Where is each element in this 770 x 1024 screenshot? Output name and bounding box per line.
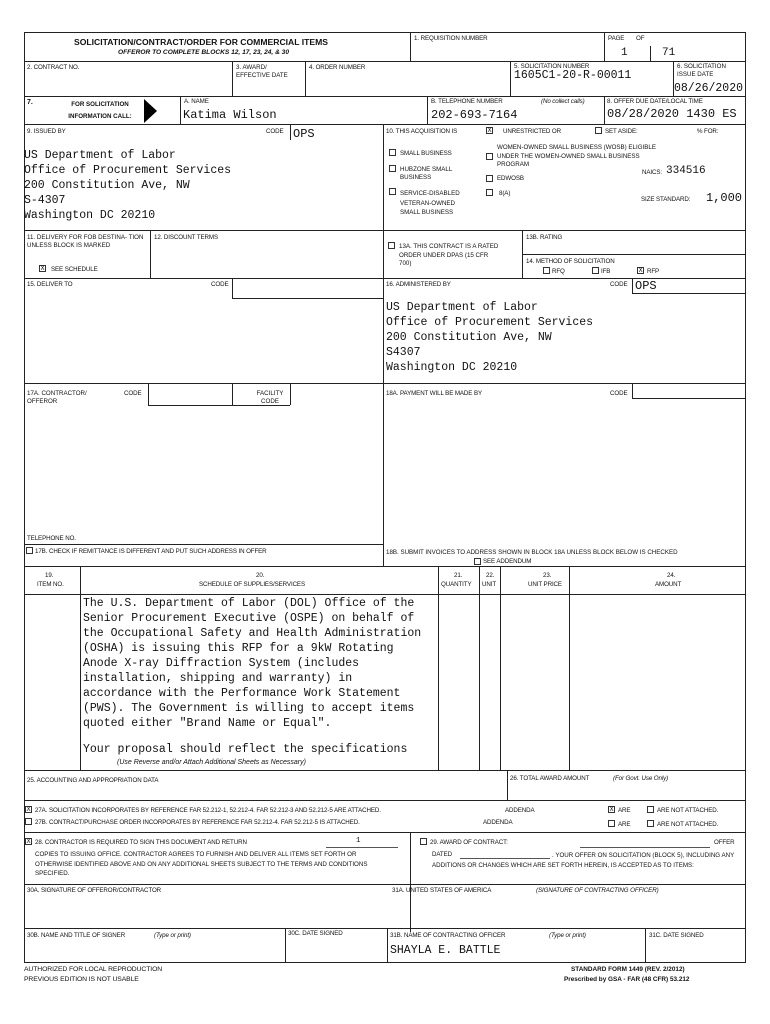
co-date-signed-label: 31C. DATE SIGNED <box>649 932 704 939</box>
us-signature-note: (SIGNATURE OF CONTRACTING OFFICER) <box>536 887 659 894</box>
contracting-officer-label: 31B. NAME OF CONTRACTING OFFICER <box>390 932 506 939</box>
clause-27a-text: 27A. SOLICITATION INCORPORATES BY REFERENCE FAR 52.212-1, 52.212-4. FAR 52.212-3 AND 52.212-5 ARE ATTACHED. <box>35 807 381 814</box>
size-standard-label: SIZE STANDARD: <box>641 196 691 203</box>
offer-due-value[interactable]: 08/28/2020 1430 ES <box>607 107 737 121</box>
description-line-6: installation, shipping and warranty) in <box>83 672 353 685</box>
form-subtitle: OFFEROR TO COMPLETE BLOCKS 12, 17, 23, 24, & 30 <box>118 49 289 56</box>
issued-line-1: US Department of Labor <box>24 149 176 162</box>
col21-header: QUANTITY <box>441 581 472 588</box>
telephone-value[interactable]: 202-693-7164 <box>431 108 518 122</box>
addenda-27b-label: ADDENDA <box>483 819 513 826</box>
col19-header: ITEM NO. <box>37 581 64 588</box>
are-not-27b-label: ARE NOT ATTACHED. <box>657 821 719 828</box>
naics-label: NAICS: <box>642 169 663 176</box>
order-number-label: 4. ORDER NUMBER <box>309 64 366 71</box>
see-addendum-label: SEE ADDENDUM <box>483 558 532 565</box>
unrestricted-checkbox[interactable]: X <box>487 127 492 134</box>
date-signed-label: 30C. DATE SIGNED <box>288 930 343 937</box>
description-line-10: Your proposal should reflect the specifications <box>83 743 408 756</box>
naics-value[interactable]: 334516 <box>666 165 706 177</box>
are-27b-label: ARE <box>618 821 631 828</box>
clause-27b-checkbox[interactable] <box>25 818 32 825</box>
facility-code-label: FACILITY CODE <box>256 390 284 405</box>
contact-name-label: A. NAME <box>184 98 209 105</box>
form-title: SOLICITATION/CONTRACT/ORDER FOR COMMERCIAL ITEMS <box>74 37 328 47</box>
admin-line-1: US Department of Labor <box>386 301 538 314</box>
are-27a-checkbox[interactable]: X <box>609 806 614 813</box>
col19-number: 19. <box>45 572 54 579</box>
solicitation-info-label: FOR SOLICITATION INFORMATION CALL: <box>68 101 132 120</box>
col20-header: SCHEDULE OF SUPPLIES/SERVICES <box>199 581 305 588</box>
sdvosb-label: SERVICE-DISABLED VETERAN-OWNED SMALL BUSINESS <box>400 190 460 216</box>
remittance-checkbox[interactable] <box>26 547 33 554</box>
arrow-right-icon <box>144 99 157 123</box>
block28-text-a: 28. CONTRACTOR IS REQUIRED TO SIGN THIS DOCUMENT AND RETURN <box>35 839 247 846</box>
page-number[interactable]: 1 <box>621 47 628 59</box>
submit-invoices-label: 18B. SUBMIT INVOICES TO ADDRESS SHOWN IN BLOCK 18A UNLESS BLOCK BELOW IS CHECKED <box>386 549 678 556</box>
ifb-label: IFB <box>601 268 611 275</box>
percent-for-label: % FOR: <box>697 128 719 135</box>
contracting-officer-name[interactable]: SHAYLA E. BATTLE <box>390 944 501 957</box>
footer-form-number: STANDARD FORM 1449 (REV. 2/2012) <box>571 966 685 973</box>
solicitation-number-value[interactable]: 1605C1-20-R-00011 <box>514 69 632 82</box>
rated-order-checkbox[interactable] <box>388 242 395 249</box>
contact-name-value[interactable]: Katima Wilson <box>183 108 277 122</box>
addenda-27a-label: ADDENDA <box>505 807 535 814</box>
of-label: OF <box>636 35 645 42</box>
are-27b-checkbox[interactable] <box>608 820 615 827</box>
contractor-label: 17A. CONTRACTOR/ OFFEROR <box>27 390 87 405</box>
contractor-signature-label: 30A. SIGNATURE OF OFFEROR/CONTRACTOR <box>27 887 162 894</box>
signer-name-note: (Type or print) <box>154 932 191 939</box>
see-schedule-checkbox[interactable]: X <box>40 265 45 272</box>
rating-label: 13B. RATING <box>526 234 563 241</box>
rfq-checkbox[interactable] <box>543 267 550 274</box>
page-label: PAGE <box>608 35 625 42</box>
copies-value[interactable]: 1 <box>356 837 361 845</box>
block29-checkbox[interactable] <box>420 838 427 845</box>
description-line-9: quoted either "Brand Name or Equal". <box>83 717 332 730</box>
accounting-label: 25. ACCOUNTING AND APPROPRIATION DATA <box>27 777 159 784</box>
solicitation-number-label: 5. SOLICITATION NUMBER <box>514 63 590 70</box>
col23-header: UNIT PRICE <box>528 581 562 588</box>
signer-name-label: 30B. NAME AND TITLE OF SIGNER <box>27 932 126 939</box>
description-line-8: (PWS). The Government is willing to accept items <box>83 702 415 715</box>
admin-line-2: Office of Procurement Services <box>386 316 594 329</box>
delivery-fob-label: 11. DELIVERY FOR FOB DESTINA- TION UNLESS BLOCK IS MARKED <box>27 234 144 249</box>
issued-line-4: S-4307 <box>24 194 66 207</box>
award-date-label: 3. AWARD/ EFFECTIVE DATE <box>236 64 288 79</box>
telephone-label: B. TELEPHONE NUMBER <box>431 98 503 105</box>
solicitation-date-value[interactable]: 08/26/2020 <box>674 82 744 95</box>
rfp-checkbox[interactable]: X <box>638 267 643 274</box>
telephone-no-label: TELEPHONE NO. <box>27 535 76 542</box>
edwosb-checkbox[interactable] <box>486 175 493 182</box>
block7-number: 7. <box>27 99 33 106</box>
see-schedule-label: SEE SCHEDULE <box>51 266 98 273</box>
issued-line-3: 200 Constitution Ave, NW <box>24 179 190 192</box>
description-line-4: (OSHA) is issuing this RFP for a 9kW Rotating <box>83 642 394 655</box>
set-aside-checkbox[interactable] <box>595 127 602 134</box>
administered-by-label: 16. ADMINISTERED BY <box>386 281 451 288</box>
block29-dated-label: DATED <box>432 851 453 858</box>
edwosb-label: EDWOSB <box>497 175 524 182</box>
payment-code-label: CODE <box>610 390 628 397</box>
description-line-5: Anode X-ray Diffraction System (includes <box>83 657 360 670</box>
footer-previous-edition: PREVIOUS EDITION IS NOT USABLE <box>24 976 139 983</box>
hubzone-label: HUBZONE SMALL BUSINESS <box>400 166 453 181</box>
acquisition-label: 10. THIS ACQUISITION IS <box>386 128 458 135</box>
col22-number: 22. <box>486 572 495 579</box>
clause-27a-checkbox[interactable]: X <box>26 806 31 813</box>
total-award-note: (For Govt. Use Only) <box>613 775 669 782</box>
method-label: 14. METHOD OF SOLICITATION <box>526 258 615 265</box>
issued-line-5: Washington DC 20210 <box>24 209 156 222</box>
requisition-label: 1. REQUISITION NUMBER <box>414 35 488 42</box>
col20-number: 20. <box>256 572 265 579</box>
col22-header: UNIT <box>482 581 497 588</box>
block29-offer-label: OFFER <box>714 839 735 846</box>
admin-line-3: 200 Constitution Ave, NW <box>386 331 552 344</box>
block28-checkbox[interactable]: X <box>26 838 31 845</box>
ifb-checkbox[interactable] <box>592 267 599 274</box>
wosb-checkbox[interactable] <box>486 153 493 160</box>
eight-a-checkbox[interactable] <box>486 189 493 196</box>
sdvosb-checkbox[interactable] <box>389 188 396 195</box>
admin-code-value[interactable]: OPS <box>635 279 657 293</box>
set-aside-label: SET ASIDE: <box>605 128 638 135</box>
are-not-27a-label: ARE NOT ATTACHED. <box>657 807 719 814</box>
rfp-label: RFP <box>647 268 660 275</box>
contractor-code-label: CODE <box>124 390 142 397</box>
discount-terms-label: 12. DISCOUNT TERMS <box>154 234 218 241</box>
deliver-code-label: CODE <box>211 281 229 288</box>
block29-text-b: . YOUR OFFER ON SOLICITATION (BLOCK 5), INCLUDING ANY ADDITIONS OR CHANGES WHICH ARE SET FORTH HEREIN, IS ACCEPTED AS TO ITEMS: <box>432 852 735 869</box>
admin-line-4: S4307 <box>386 346 421 359</box>
page-total[interactable]: 71 <box>662 47 676 59</box>
col24-number: 24. <box>667 572 676 579</box>
admin-code-label: CODE <box>610 281 628 288</box>
payment-label: 18A. PAYMENT WILL BE MADE BY <box>386 390 482 397</box>
total-award-label: 26. TOTAL AWARD AMOUNT <box>510 775 590 782</box>
small-business-label: SMALL BUSINESS <box>400 150 452 157</box>
footer-prescribed-by: Prescribed by GSA - FAR (48 CFR) 53.212 <box>564 976 690 983</box>
contract-no-label: 2. CONTRACT NO. <box>27 64 80 71</box>
are-not-27a-checkbox[interactable] <box>647 806 654 813</box>
issued-code-label: CODE <box>266 128 284 135</box>
block28-text-b: COPIES TO ISSUING OFFICE. CONTRACTOR AGREES TO FURNISH AND DELIVER ALL ITEMS SET FORTH OR OTHERWISE IDENTIFIED ABOVE AND ON ANY ADDITIONAL SHEETS SUBJECT TO THE TERMS AND CONDITIONS SPECIFIED. <box>35 851 368 878</box>
description-line-7: accordance with the Performance Work Statement <box>83 687 401 700</box>
issued-code-value[interactable]: OPS <box>293 127 315 141</box>
clause-27b-text: 27B. CONTRACT/PURCHASE ORDER INCORPORATES BY REFERENCE FAR 52.212-4. FAR 52.212-5 IS ATTACHED. <box>35 819 360 826</box>
issued-line-2: Office of Procurement Services <box>24 164 232 177</box>
description-line-2: Senior Procurement Executive (OSPE) on behalf of <box>83 612 415 625</box>
offer-due-label: 8. OFFER DUE DATE/LOCAL TIME <box>607 98 703 105</box>
us-signature-label: 31A. UNITED STATES OF AMERICA <box>392 887 492 894</box>
solicitation-date-label: 6. SOLICITATION ISSUE DATE <box>677 63 726 78</box>
are-not-27b-checkbox[interactable] <box>647 820 654 827</box>
no-collect-note: (No collect calls) <box>541 98 585 105</box>
col21-number: 21. <box>454 572 463 579</box>
deliver-to-label: 15. DELIVER TO <box>27 281 73 288</box>
remittance-label: 17B. CHECK IF REMITTANCE IS DIFFERENT AND PUT SUCH ADDRESS IN OFFER <box>35 548 267 555</box>
col24-header: AMOUNT <box>655 581 682 588</box>
size-standard-value[interactable]: 1,000 <box>706 191 743 205</box>
block29-text-a: 29. AWARD OF CONTRACT: <box>430 839 508 846</box>
hubzone-checkbox[interactable] <box>389 165 396 172</box>
footer-reproduction: AUTHORIZED FOR LOCAL REPRODUCTION <box>24 966 163 973</box>
reverse-sheet-note: (Use Reverse and/or Attach Additional Sheets as Necessary) <box>117 759 306 766</box>
description-line-3: the Occupational Safety and Health Administration <box>83 627 422 640</box>
description-line-1: The U.S. Department of Labor (DOL) Office of the <box>83 597 415 610</box>
contracting-officer-note: (Type or print) <box>549 932 586 939</box>
issued-by-label: 9. ISSUED BY <box>27 128 66 135</box>
eight-a-label: 8(A) <box>499 190 511 197</box>
rated-order-label: 13A. THIS CONTRACT IS A RATED ORDER UNDER DPAS (15 CFR 700) <box>399 243 499 268</box>
are-27a-label: ARE <box>618 807 631 814</box>
col23-number: 23. <box>543 572 552 579</box>
unrestricted-label: UNRESTRICTED OR <box>503 128 561 135</box>
wosb-label: WOMEN-OWNED SMALL BUSINESS (WOSB) ELIGIBLE UNDER THE WOMEN-OWNED SMALL BUSINESS PROGRAM <box>497 144 656 169</box>
admin-line-5: Washington DC 20210 <box>386 361 518 374</box>
small-business-checkbox[interactable] <box>389 149 396 156</box>
see-addendum-checkbox[interactable] <box>474 558 481 565</box>
rfq-label: RFQ <box>552 268 565 275</box>
